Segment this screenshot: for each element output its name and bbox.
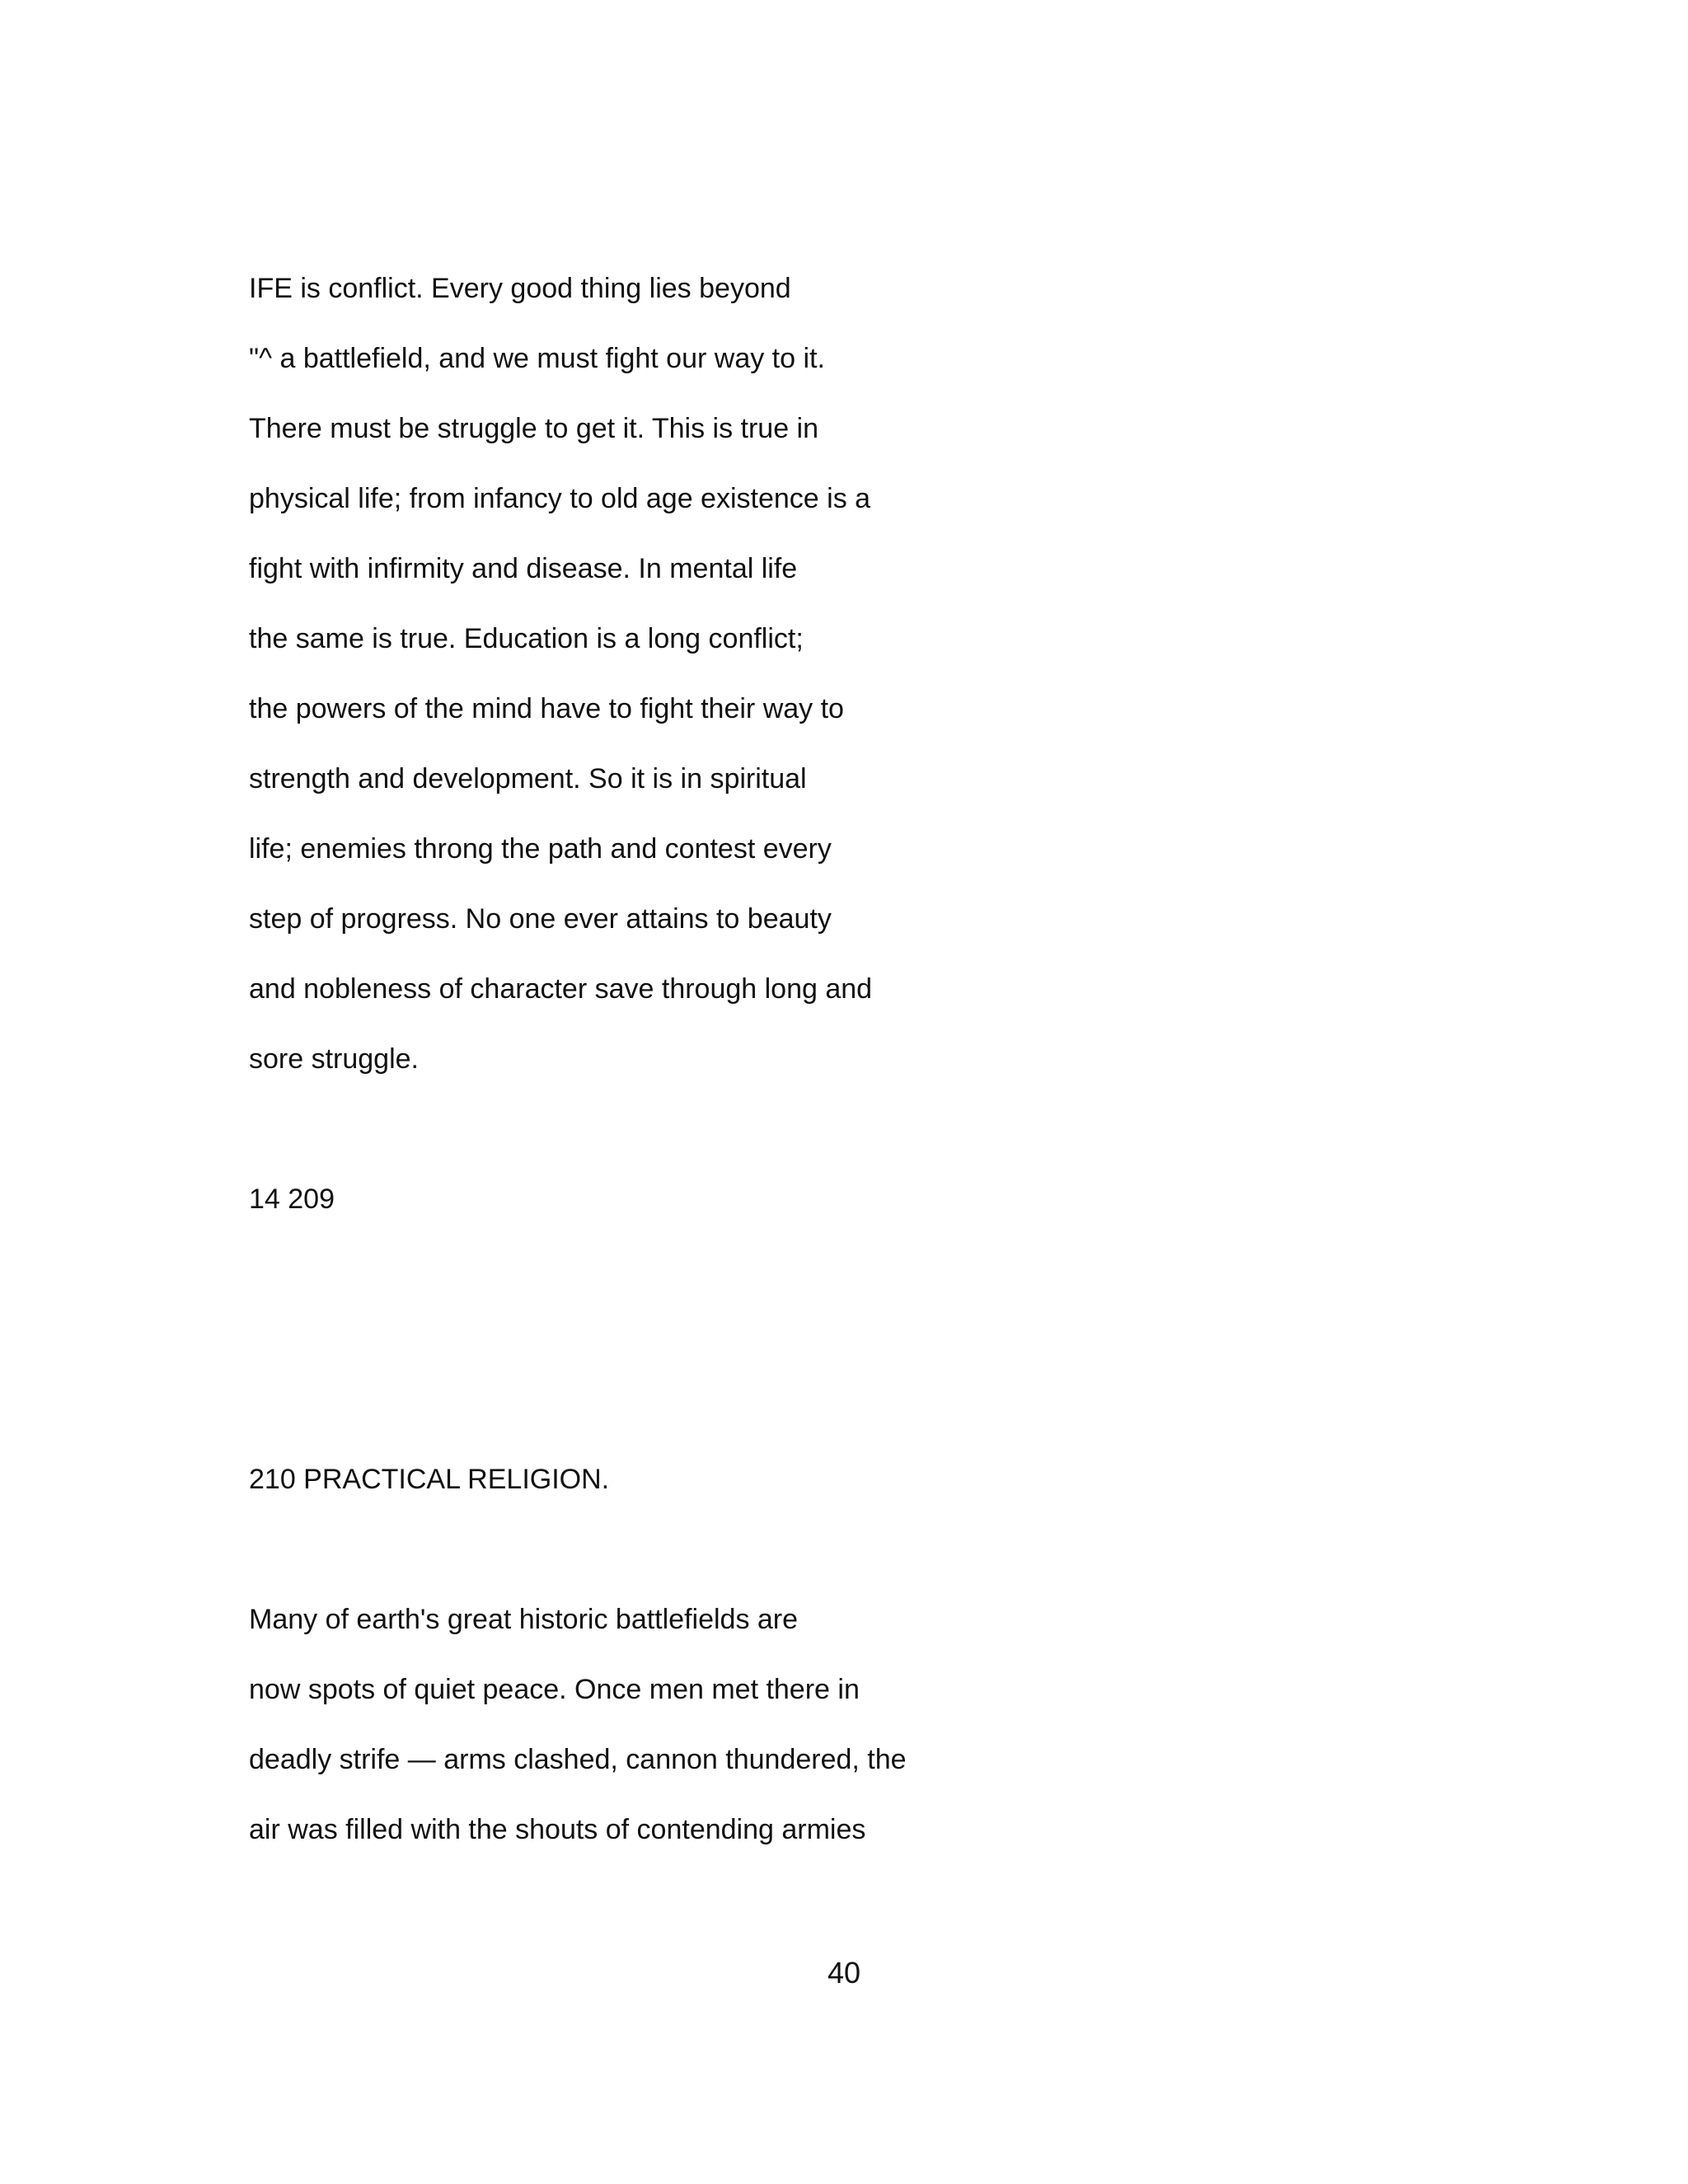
- text-line: the same is true. Education is a long conflict;: [249, 623, 804, 654]
- text-line: fight with infirmity and disease. In mental life: [249, 553, 798, 584]
- running-header: 210 PRACTICAL RELIGION.: [249, 1464, 610, 1495]
- text-line: now spots of quiet peace. Once men met there in: [249, 1674, 860, 1705]
- text-line: strength and development. So it is in spiritual: [249, 763, 807, 794]
- text-line: life; enemies throng the path and contest every: [249, 833, 832, 865]
- text-line: IFE is conflict. Every good thing lies beyond: [249, 273, 791, 304]
- text-line: and nobleness of character save through long and: [249, 973, 873, 1005]
- text-line: physical life; from infancy to old age existence is a: [249, 483, 871, 514]
- text-line: the powers of the mind have to fight their way to: [249, 693, 844, 724]
- text-line: Many of earth's great historic battlefields are: [249, 1604, 799, 1635]
- text-line: There must be struggle to get it. This is true in: [249, 413, 819, 444]
- page-number: 40: [827, 1956, 861, 1990]
- text-line: deadly strife — arms clashed, cannon thundered, the: [249, 1744, 907, 1775]
- text-line: step of progress. No one ever attains to beauty: [249, 903, 832, 935]
- text-line: "^ a battlefield, and we must fight our way to it.: [249, 343, 825, 374]
- text-line: sore struggle.: [249, 1043, 419, 1075]
- text-line: air was filled with the shouts of contending armies: [249, 1814, 866, 1845]
- page-marker: 14 209: [249, 1183, 335, 1215]
